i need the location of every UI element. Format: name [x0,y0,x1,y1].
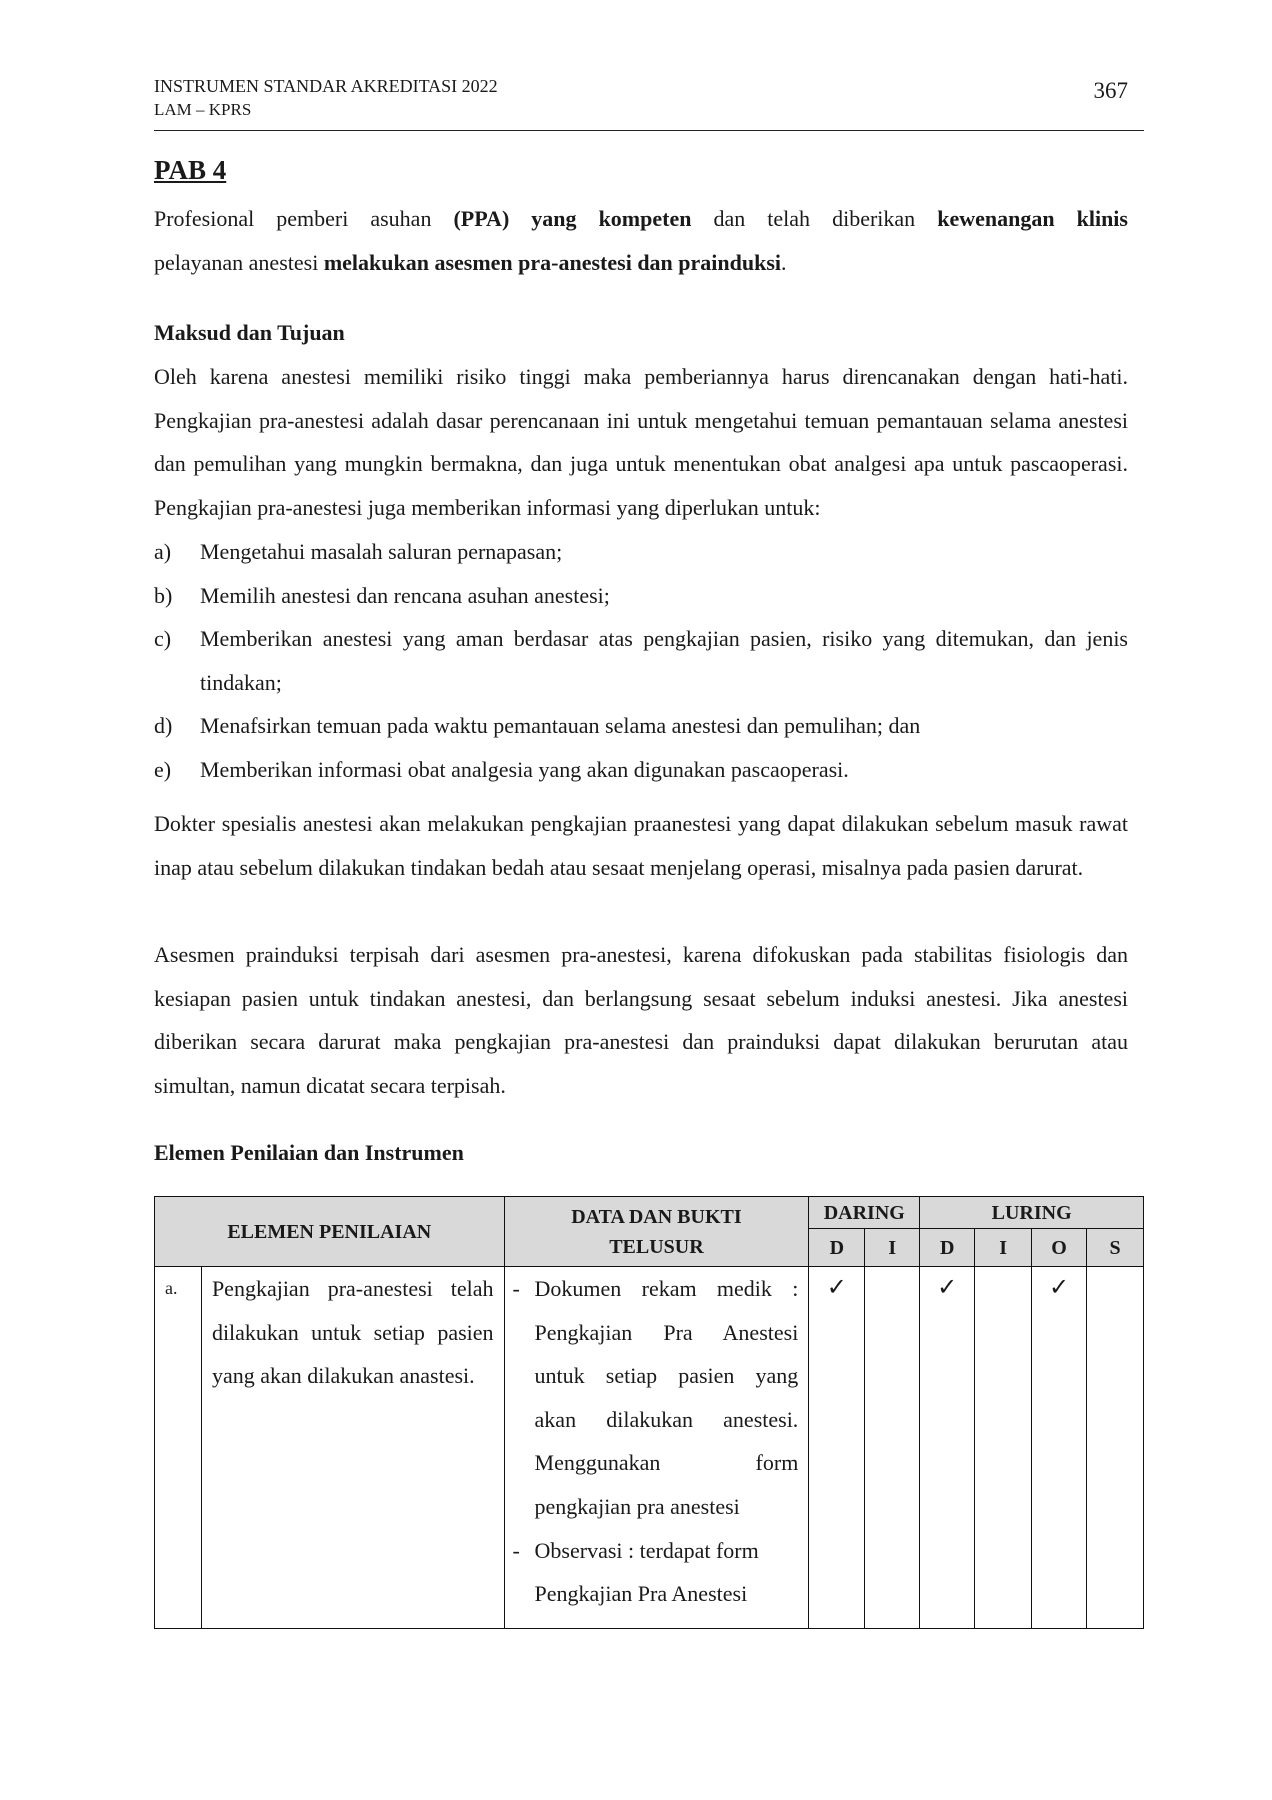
list-marker: b) [154,582,173,608]
intro-paragraph: Profesional pemberi asuhan (PPA) yang kompeten dan telah diberikan kewenangan klinis pelayanan anestesi melakukan asesmen pra-anestesi dan prainduksi. [154,206,1128,275]
sub-header: D [920,1229,975,1267]
sub-header: I [865,1229,920,1267]
check-daring-i [865,1267,920,1629]
elemen-heading: Elemen Penilaian dan Instrumen [154,1140,464,1165]
list-item [154,748,1128,792]
table-row [155,1267,1144,1629]
header-daring: DARING [809,1197,920,1229]
sub-header: O [1032,1229,1087,1267]
header-luring: LURING [920,1197,1144,1229]
data-item: Observasi : terdapat form Pengkajian Pra Anestesi [534,1537,759,1607]
sub-header: I [975,1229,1032,1267]
list-item [154,617,1128,704]
list-text: Mengetahui masalah saluran pernapasan; [200,539,563,564]
list-item [154,574,1128,618]
row-elemen: Pengkajian pra-anestesi telah dilakukan untuk setiap pasien yang akan dilakukan anastesi. [201,1267,504,1629]
list-marker: a) [154,539,172,564]
check-luring-i [975,1267,1032,1629]
section-title: PAB 4 [154,155,227,185]
header-data: DATA DAN BUKTI TELUSUR [504,1197,809,1267]
header-rule [154,130,1144,131]
maksud-para3: Asesmen prainduksi terpisah dari asesmen pra-anestesi, karena difokuskan pada stabilitas fisiologis dan kesiapan pasien untuk tindakan anestesi, dan berlangsung sesaat sebelum induksi anestesi. Jika anestesi diberikan secara darurat maka pengkajian pra-anestesi dan prainduksi dapat dilakukan berurutan atau simultan, namun dicatat secara terpisah. [154,942,1128,1098]
maksud-list [154,530,1128,792]
check-luring-d: ✓ [920,1267,975,1629]
list-marker: d) [154,713,173,739]
maksud-heading: Maksud dan Tujuan [154,320,345,345]
header-title: INSTRUMEN STANDAR AKREDITASI 2022 [154,76,498,96]
list-text: Menafsirkan temuan pada waktu pemantauan selama anestesi dan pemulihan; dan [200,713,921,739]
list-text: Memberikan anestesi yang aman berdasar atas pengkajian pasien, risiko yang ditemukan, dan jenis tindakan; [200,626,1128,695]
header-subtitle: LAM – KPRS [154,100,252,119]
list-item [154,704,1128,748]
assessment-table [154,1196,1144,1629]
maksud-para1: Oleh karena anestesi memiliki risiko tinggi maka pemberiannya harus direncanakan dengan hati-hati. Pengkajian pra-anestesi adalah dasar perencanaan ini untuk mengetahui temuan pemantauan selama anestesi dan pemulihan yang mungkin bermakna, dan juga untuk menentukan obat analgesi apa untuk pascaoperasi. Pengkajian pra-anestesi juga memberikan informasi yang diperlukan untuk: [154,364,1128,520]
page-number: 367 [1093,78,1128,103]
sub-header: S [1087,1229,1144,1267]
list-text: Memilih anestesi dan rencana asuhan anestesi; [200,582,610,608]
maksud-para2: Dokter spesialis anestesi akan melakukan pengkajian praanestesi yang dapat dilakukan sebelum masuk rawat inap atau sebelum dilakukan tindakan bedah atau sesaat menjelang operasi, misalnya pada pasien darurat. [154,811,1128,880]
check-luring-s [1087,1267,1144,1629]
row-number: a. [155,1267,202,1629]
list-text: Memberikan informasi obat analgesia yang akan digunakan pascaoperasi. [200,756,849,782]
check-daring-d: ✓ [809,1267,865,1629]
sub-header: D [809,1229,865,1267]
header-elemen: ELEMEN PENILAIAN [155,1197,505,1267]
list-item [154,530,1128,574]
row-data: - Dokumen rekam medik : Pengkajian Pra Anestesi untuk setiap pasien yang akan dilakukan anestesi. Menggunakan form pengkajian pra anestesi - Observasi : terdapat form Pengkajian Pra Anestesi [504,1267,809,1629]
data-item: Dokumen rekam medik : Pengkajian Pra Anestesi untuk setiap pasien yang akan dilakukan anestesi. Menggunakan form pengkajian pra anestesi [534,1276,799,1519]
list-marker: e) [154,756,172,782]
list-marker: c) [154,626,172,652]
check-luring-o: ✓ [1032,1267,1087,1629]
